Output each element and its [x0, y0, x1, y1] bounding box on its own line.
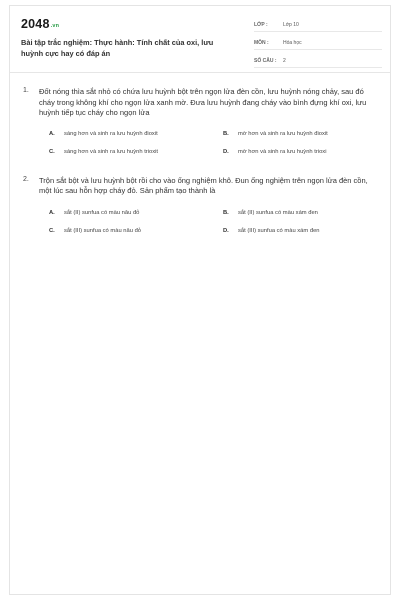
- option-text: sắt (II) sunfua có màu xám đen: [238, 209, 318, 216]
- meta-row-subject: [254, 35, 382, 50]
- meta-value: Hóa học: [283, 40, 302, 46]
- meta-label: SỐ CÂU :: [254, 58, 277, 64]
- worksheet-header: [10, 6, 390, 73]
- option-text: sắt (III) sunfua có màu xám đen: [238, 227, 320, 234]
- answer-option-b[interactable]: [223, 131, 383, 137]
- answer-option-d[interactable]: [223, 149, 383, 155]
- worksheet-title: Bài tập trắc nghiệm: Thực hành: Tính chất của oxi, lưu huỳnh cực hay có đáp án: [21, 38, 214, 58]
- site-logo[interactable]: [21, 17, 59, 31]
- answer-options: [49, 210, 373, 234]
- option-letter: B.: [223, 130, 229, 137]
- meta-value: Lớp 10: [283, 22, 299, 28]
- question-text: Trộn sắt bột và lưu huỳnh bột rồi cho vào ống nghiệm khô. Đun ống nghiệm trên ngọn lửa đèn cồn, một lúc sau hỗn hợp cháy đỏ. Sản phẩm tạo thành là: [39, 175, 368, 195]
- option-text: mờ hơn và sinh ra lưu huỳnh đioxit: [238, 130, 328, 137]
- question-1: [21, 87, 373, 155]
- option-letter: C.: [49, 148, 55, 155]
- option-text: sắt (II) sunfua có màu nâu đỏ: [64, 209, 140, 216]
- question-2: [21, 176, 373, 234]
- option-letter: B.: [223, 209, 229, 216]
- worksheet-page: [9, 5, 391, 595]
- answer-option-b[interactable]: [223, 210, 383, 216]
- meta-row-class: [254, 17, 382, 32]
- answer-option-d[interactable]: [223, 228, 383, 234]
- worksheet-meta: [254, 17, 382, 71]
- answer-option-a[interactable]: [49, 131, 223, 137]
- meta-row-question-count: [254, 53, 382, 68]
- option-text: sáng hơn và sinh ra lưu huỳnh đioxit: [64, 130, 158, 137]
- logo-text: 2048: [21, 17, 50, 31]
- option-text: sáng hơn và sinh ra lưu huỳnh trioxit: [64, 148, 159, 155]
- option-text: mờ hơn và sinh ra lưu huỳnh trioxi: [238, 148, 327, 155]
- question-number: 2.: [23, 175, 29, 183]
- question-number: 1.: [23, 87, 29, 94]
- option-text: sắt (III) sunfua có màu nâu đỏ: [64, 227, 142, 234]
- question-text: Đốt nóng thìa sắt nhỏ có chứa lưu huỳnh bột trên ngọn lửa đèn cồn, lưu huỳnh nóng chảy, sau đó cháy trong không khí cho ngọn lửa xanh mờ. Đưa lưu huỳnh đang cháy vào bình đựng khí oxi, lưu huỳnh tiếp tục cháy cho ngọn lửa: [39, 87, 367, 117]
- meta-value: 2: [283, 58, 286, 64]
- logo-domain: .vn: [50, 23, 60, 29]
- meta-label: MÔN :: [254, 40, 269, 46]
- answer-options: [49, 131, 373, 155]
- meta-label: LỚP :: [254, 22, 268, 28]
- answer-option-c[interactable]: [49, 149, 223, 155]
- answer-option-c[interactable]: [49, 228, 223, 234]
- option-letter: A.: [49, 130, 55, 137]
- option-letter: A.: [49, 209, 55, 216]
- option-letter: D.: [223, 227, 229, 234]
- answer-option-a[interactable]: [49, 210, 223, 216]
- option-letter: D.: [223, 148, 229, 155]
- option-letter: C.: [49, 227, 55, 234]
- question-list: [10, 72, 390, 234]
